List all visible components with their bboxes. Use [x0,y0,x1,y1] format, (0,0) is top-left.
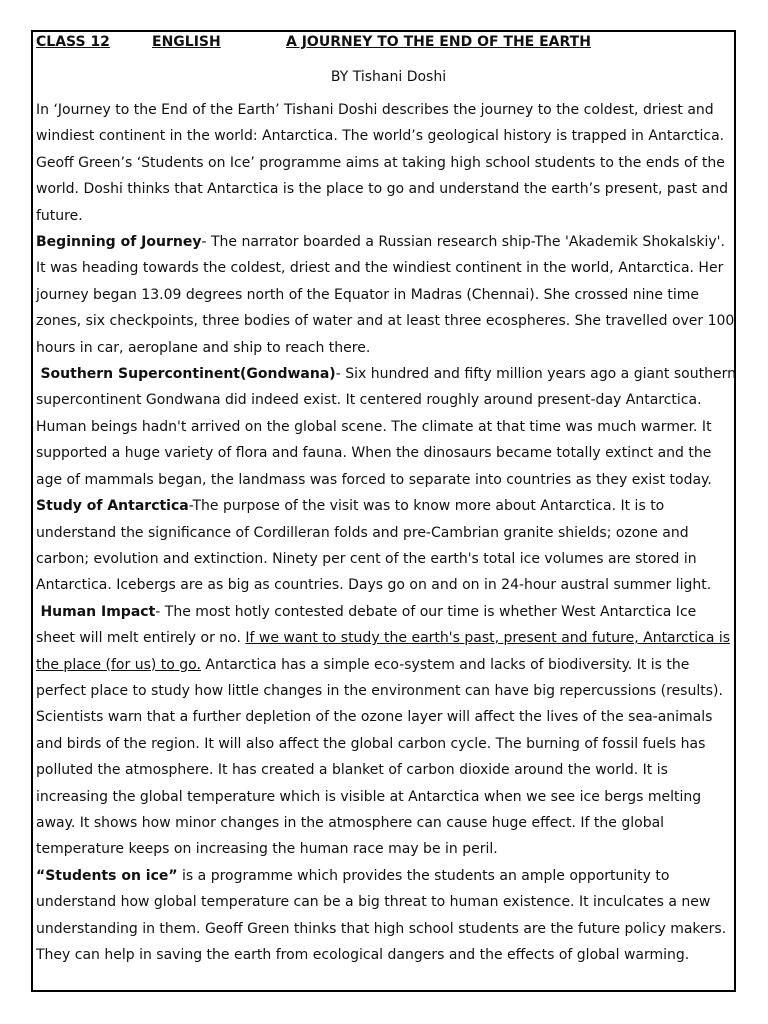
scientists-paragraph: Scientists warn that a further depletion of the ozone layer will affect the lives of the sea-animals and birds of the region. It will also affect the global carbon cycle. The burning of fossil fuels has polluted the atmosphere. It has created a blanket of carbon dioxide around the world. It is increasing the global temperature which is visible at Antarctica when we see ice bergs melting away. It shows how minor changes in the atmosphere can cause huge effect. If the global temperature keeps on increasing the human race may be in peril. [36,709,713,858]
gondwana-text: - Six hundred and fifty million years ago a giant southern supercontinent Gondwana did indeed exist. It centered roughly around present-day Antarctica. Human beings hadn't arrived on the global scene. The climate at that time was much warmer. It supported a huge variety of flora and fauna. When the dinosaurs became totally extinct and the age of mammals began, the landmass was forced to separate into countries as they exist today. [36,366,736,488]
chapter-title: A JOURNEY TO THE END OF THE EARTH [286,34,591,50]
document-header [36,34,736,54]
section-heading-study: Study of Antarctica [36,498,189,515]
students-on-ice-paragraph [36,863,736,969]
gondwana-paragraph [36,361,736,493]
section-heading-human-impact: Human Impact [40,603,156,620]
study-paragraph [36,493,736,599]
human-impact-text-after: Antarctica has a simple eco-system and lacks of biodiversity. It is the perfect place to study how little changes in the environment can have big repercussions (results). [36,656,723,699]
students-on-ice-text: is a programme which provides the students an ample opportunity to understand how global temperature can be a big threat to human existence. It inculcates a new understanding in them. Geoff Green thinks that high school students are the future policy makers. They can help in saving the earth from ecological dangers and the effects of global warming. [36,867,727,963]
human-impact-paragraph [36,599,736,705]
beginning-paragraph [36,229,736,361]
section-heading-students-on-ice: “Students on ice” [36,867,178,884]
intro-paragraph: In ‘Journey to the End of the Earth’ Tishani Doshi describes the journey to the coldest, driest and windiest continent in the world: Antarctica. The world’s geological history is trapped in Antarctica. Geoff Green’s ‘Students on Ice’ programme aims at taking high school students to the ends of the world. Doshi thinks that Antarctica is the place to go and understand the earth’s present, past and future. [36,102,728,224]
study-text: -The purpose of the visit was to know more about Antarctica. It is to understand the significance of Cordilleran folds and pre-Cambrian granite shields; ozone and carbon; evolution and extinction. Ninety per cent of the earth's total ice volumes are stored in Antarctica. Icebergs are as big as countries. Days go on and on in 24-hour austral summer light. [36,498,712,594]
class-label: CLASS 12 [36,34,110,50]
section-heading-gondwana: Southern Supercontinent(Gondwana) [40,366,336,383]
subject-label: ENGLISH [152,34,221,50]
beginning-text: - The narrator boarded a Russian research ship-The 'Akademik Shokalskiy'. It was heading towards the coldest, driest and the windiest continent in the world, Antarctica. Her journey began 13.09 degrees north of the Equator in Madras (Chennai). She crossed nine time zones, six checkpoints, three bodies of water and at least three ecospheres. She travelled over 100 hours in car, aeroplane and ship to reach there. [36,234,735,356]
document-page [36,34,736,968]
section-heading-beginning: Beginning of Journey [36,234,202,251]
author-line: BY Tishani Doshi [330,69,447,85]
human-impact-text-before: - The most hotly contested debate of our time is whether West Antarctica Ice sheet will melt entirely or no. [36,603,697,647]
underlined-sentence: If we want to study the earth's past, present and future, Antarctica is the place (for us) to go. [36,630,731,673]
